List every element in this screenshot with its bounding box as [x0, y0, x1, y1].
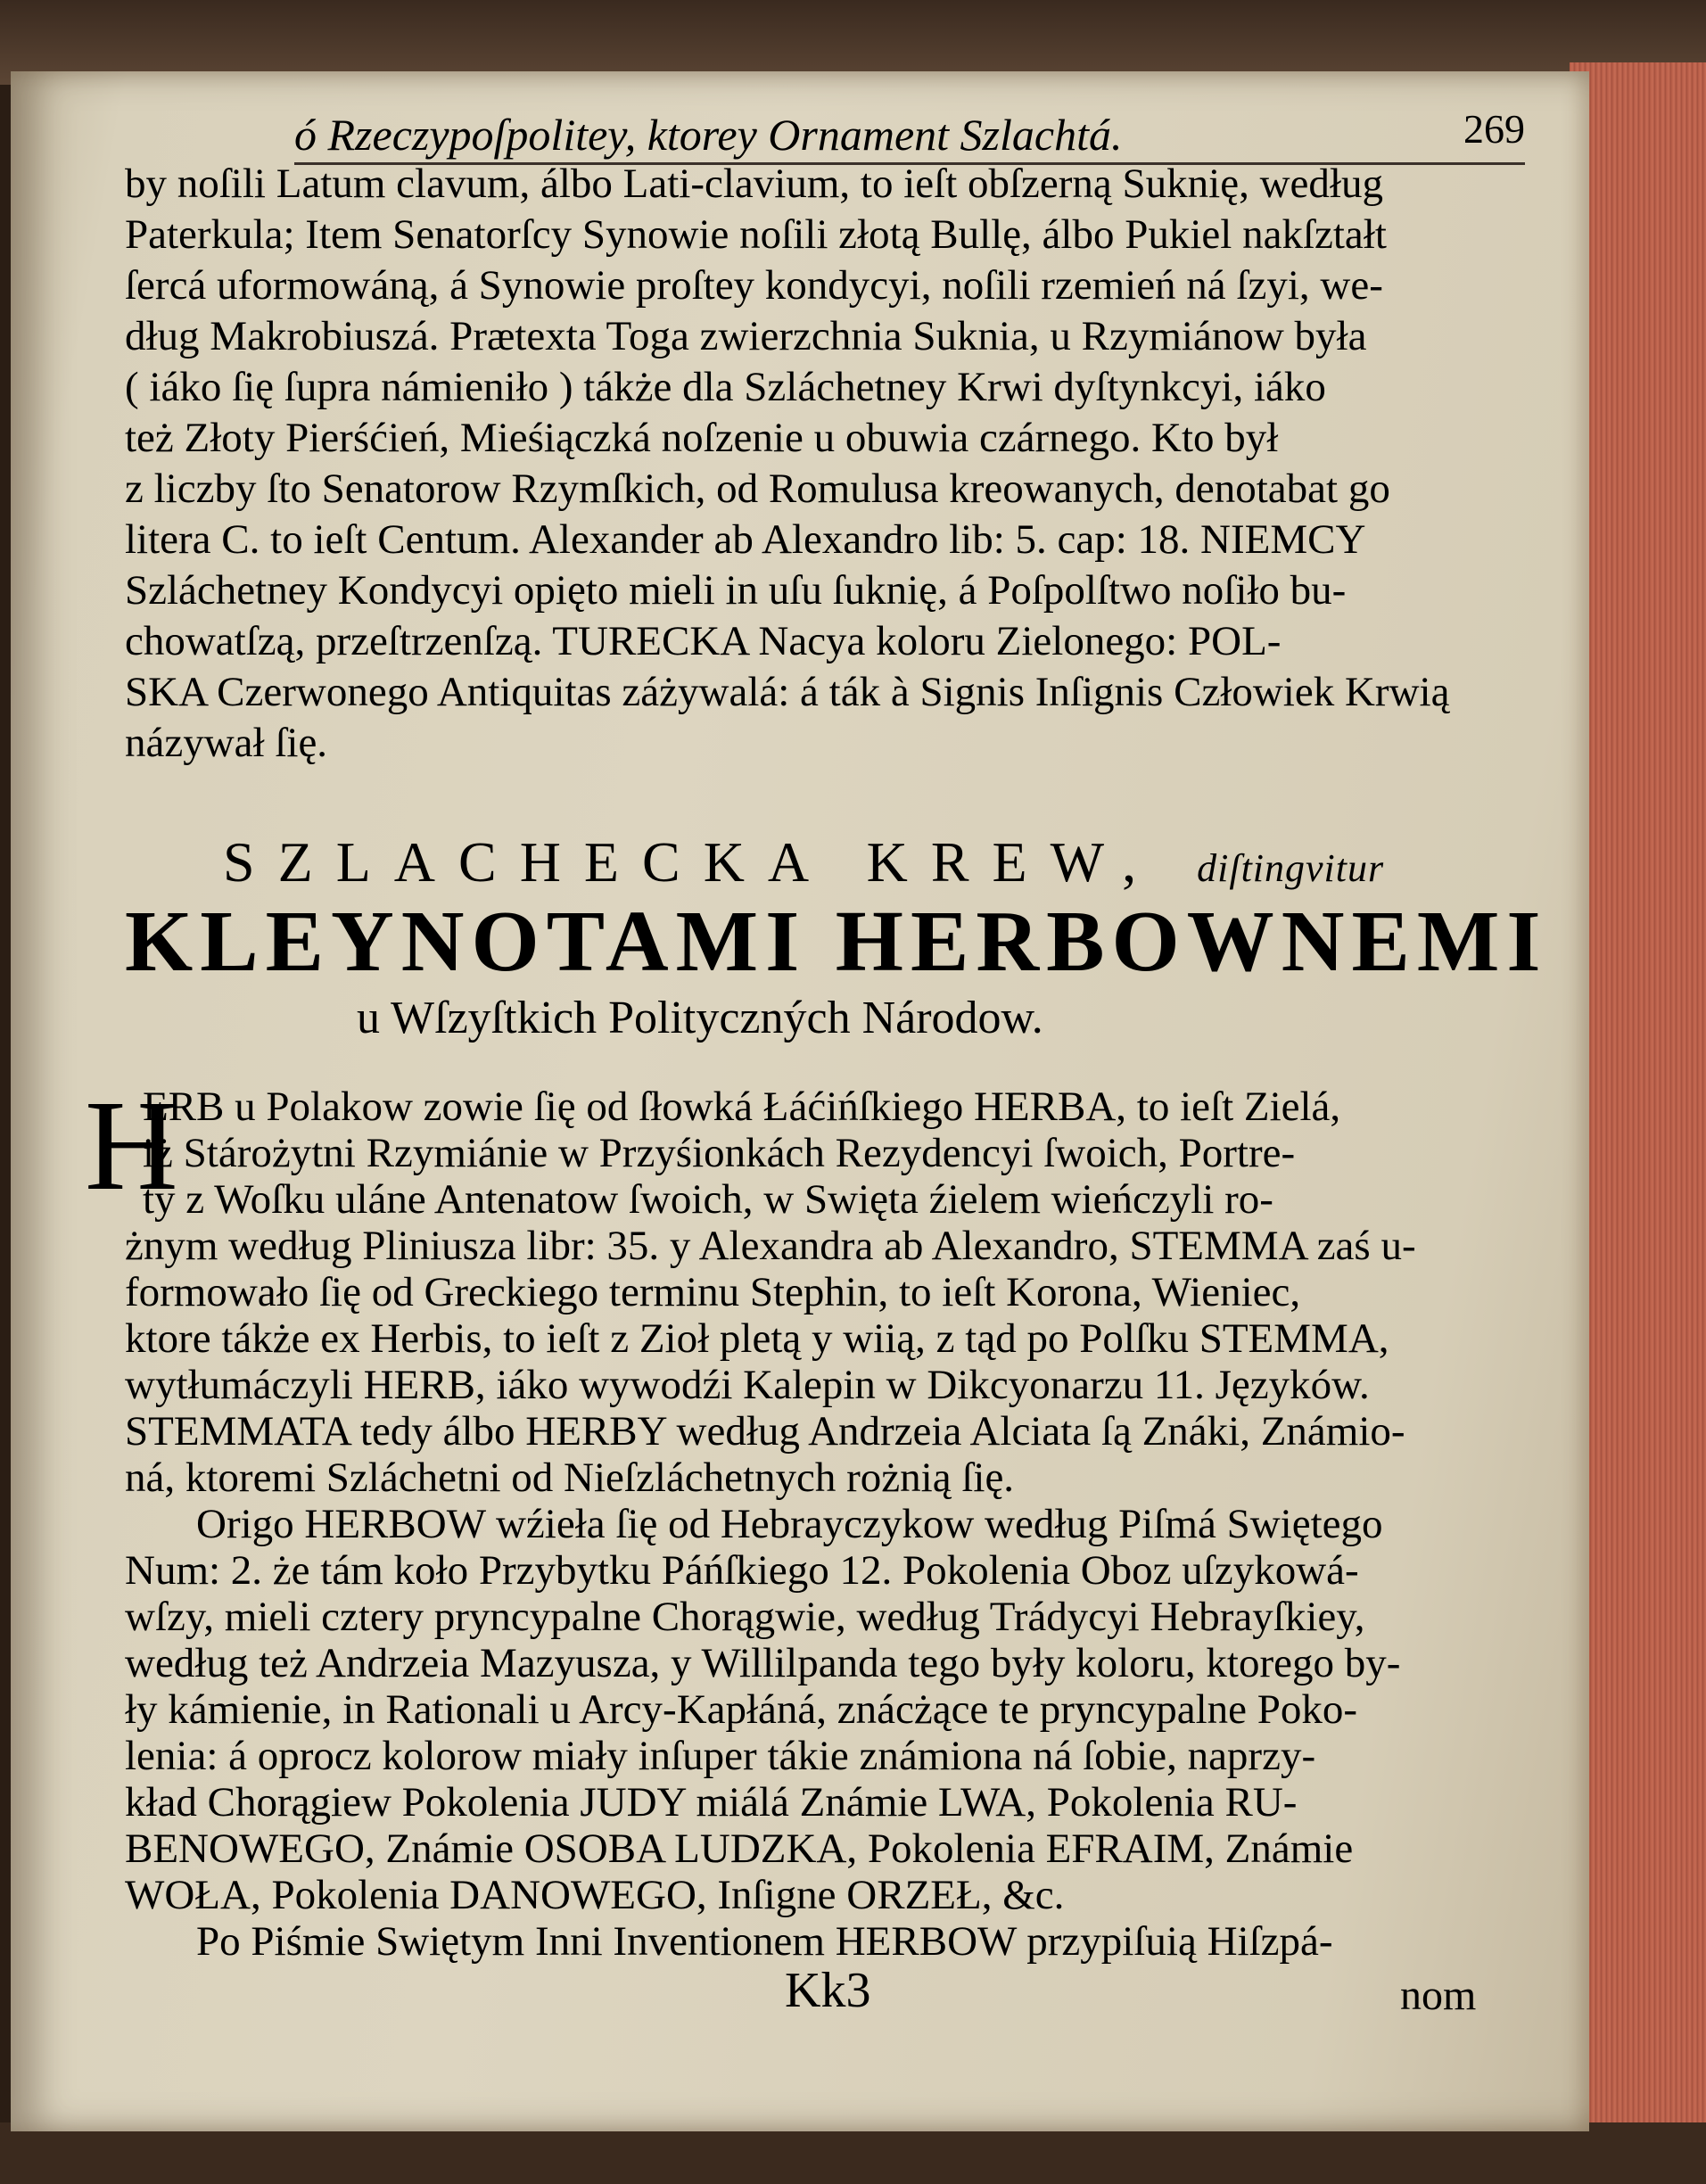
text-line: ſercá uformowáną, á Synowie proſtey kondycyi, noſili rzemień ná ſzyi, we- [125, 262, 1383, 309]
text-line: Po Piśmie Swiętym Inni Inventionem HERBOW przypiſuią Hiſzpá- [196, 1918, 1333, 1965]
running-head [294, 106, 1525, 165]
text-line: według też Andrzeia Mazyusza, y Willilpanda tego były koloru, ktorego by- [125, 1640, 1401, 1686]
page-number: 269 [1463, 106, 1525, 152]
text-line: BENOWEGO, Známie OSOBA LUDZKA, Pokolenia EFRAIM, Známie [125, 1825, 1354, 1872]
text-line: dług Makrobiuszá. Prætexta Toga zwierzchnia Suknia, u Rzymiánow była [125, 313, 1367, 359]
text-line: Paterkula; Item Senatorſcy Synowie noſili złotą Bullę, álbo Pukiel nakſztałt [125, 211, 1387, 258]
text-line: kład Chorągiew Pokolenia JUDY miálá Známie LWA, Pokolenia RU- [125, 1779, 1298, 1825]
text-line: ná, ktoremi Szláchetni od Nieſzláchetnych rożnią ſię. [125, 1455, 1015, 1501]
text-line: Origo HERBOW wźieła ſię od Hebrayczykow według Piſmá Swiętego [196, 1501, 1383, 1547]
text-line: ty z Woſku uláne Antenatow ſwoich, w Swięta źielem wieńczyli ro- [143, 1176, 1273, 1223]
text-line: iż Stárożytni Rzymiánie w Przyśionkách Rezydencyi ſwoich, Portre- [143, 1130, 1296, 1176]
text-line: Szláchetney Kondycyi opięto mieli in uſu ſuknię, á Poſpolſtwo noſiło bu- [125, 567, 1347, 614]
signature-mark: Kk3 [785, 1963, 871, 2018]
text-line: chowatſzą, przeſtrzenſzą. TURECKA Nacya koloru Zielonego: POL- [125, 618, 1282, 664]
heading-text: SZLACHECKA KREW, [223, 830, 1160, 894]
text-line: formowało ſię od Greckiego terminu Stephin, to ieſt Korona, Wieniec, [125, 1269, 1301, 1315]
heading-italic: diſtingvitur [1197, 846, 1385, 890]
text-line: STEMMATA tedy álbo HERBY według Andrzeia Alciata ſą Znáki, Známio- [125, 1408, 1405, 1455]
text-line: wytłumáczyli HERB, iáko wywodźi Kalepin w Dikcyonarzu 11. Języków. [125, 1362, 1370, 1408]
section-heading-1 [223, 829, 1384, 895]
text-line: SKA Czerwonego Antiquitas záżywalá: á ták à Signis Inſignis Człowiek Krwią [125, 669, 1450, 715]
text-line: ły kámienie, in Rationali u Arcy-Kapłáná, znácżące te pryncypalne Poko- [125, 1686, 1358, 1733]
text-line: ktore tákże ex Herbis, to ieſt z Zioł pletą y wiią, z tąd po Polſku STEMMA, [125, 1315, 1389, 1362]
text-line: litera C. to ieſt Centum. Alexander ab Alexandro lib: 5. cap: 18. NIEMCY [125, 516, 1366, 563]
drop-cap: H [85, 1075, 178, 1217]
text-line: ( iáko ſię ſupra námieniło ) tákże dla Szláchetney Krwi dyſtynkcyi, iáko [125, 364, 1326, 410]
catchword: nom [1400, 1972, 1477, 2019]
text-line: WOŁA, Pokolenia DANOWEGO, Inſigne ORZEŁ, &c. [125, 1872, 1065, 1918]
text-line: Num: 2. że tám koło Przybytku Páńſkiego 12. Pokolenia Oboz uſzykowá- [125, 1547, 1359, 1594]
running-title: ó Rzeczypoſpolitey, ktorey Ornament Szlachtá. [294, 110, 1123, 160]
text-line: ERB u Polakow zowie ſię od ſłowká Łáćińſkiego HERBA, to ieſt Zielá, [143, 1084, 1341, 1130]
section-heading-3: u Wſzyſtkich Polityczných Národow. [357, 993, 1043, 1043]
text-line: by noſili Latum clavum, álbo Lati-clavium, to ieſt obſzerną Suknię, według [125, 161, 1383, 207]
text-line: z liczby ſto Senatorow Rzymſkich, od Romulusa kreowanych, denotabat go [125, 466, 1390, 512]
section-heading-2: KLEYNOTAMI HERBOWNEMI [125, 894, 1548, 990]
text-line: żnym według Pliniusza libr: 35. y Alexandra ab Alexandro, STEMMA zaś u- [125, 1223, 1416, 1269]
text-line: lenia: á oprocz kolorow miały inſuper tákie známiona ná ſobie, naprzy- [125, 1733, 1316, 1779]
text-line: wſzy, mieli cztery pryncypalne Chorągwie, według Trádycyi Hebrayſkiey, [125, 1594, 1365, 1640]
book-cover-bottom [0, 2122, 1706, 2184]
page-fore-edge [1570, 62, 1706, 2140]
text-line: też Złoty Pierśćień, Mieśiączká noſzenie u obuwia czárnego. Kto był [125, 415, 1279, 461]
text-line: názywał ſię. [125, 720, 328, 766]
